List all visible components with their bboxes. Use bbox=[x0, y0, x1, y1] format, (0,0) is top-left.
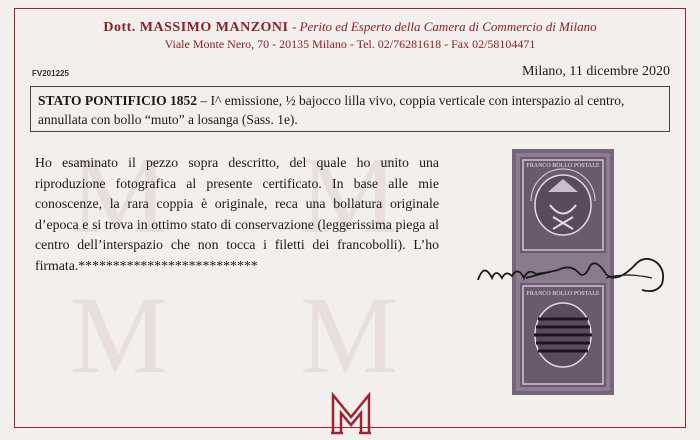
mm-logo bbox=[329, 389, 373, 437]
signature-mark bbox=[466, 244, 686, 304]
stamp-description: – I^ emissione, ½ bajocco lilla vivo, coppia verticale con interspazio al centro, annullata con bollo “muto” a losanga (Sass. 1e). bbox=[38, 93, 625, 127]
watermark-m-center-bottom: M bbox=[300, 274, 398, 396]
stamp-subject: STATO PONTIFICIO 1852 bbox=[38, 93, 198, 108]
top-stamp-text: FRANCO BOLLO POSTALE bbox=[526, 163, 600, 169]
expert-title: - Perito ed Esperto della Camera di Commercio di Milano bbox=[291, 19, 597, 34]
top-stamp bbox=[520, 157, 606, 253]
expert-name: Dott. MASSIMO MANZONI bbox=[103, 20, 289, 35]
watermark-m-center-top: M bbox=[300, 134, 398, 256]
watermark-m-left-bottom: M bbox=[70, 274, 168, 396]
bottom-stamp-text: FRANCO BOLLO POSTALE bbox=[526, 291, 600, 297]
expert-address: Viale Monte Nero, 70 - 20135 Milano - Tel. 02/76281618 - Fax 02/58104471 bbox=[164, 37, 536, 51]
expert-header bbox=[0, 19, 700, 36]
certificate-body: Ho esaminato il pezzo sopra descritto, del quale ho unito una riproduzione fotografica al presente certificato. In base alle mie conoscenze, la rara coppia è originale, reca una bollatura originale d’epoca e si trova in ottimo stato di conservazione (leggerissima piega al centro dell’interspazio che non tocca i filetti dei francobolli). L’ho firmata.************************** bbox=[35, 155, 439, 273]
stamp-description-box bbox=[30, 86, 670, 132]
watermark-m-left-top: M bbox=[70, 134, 168, 256]
certificate-code: FV201225 bbox=[32, 69, 69, 78]
place-date: Milano, 11 dicembre 2020 bbox=[521, 64, 670, 79]
